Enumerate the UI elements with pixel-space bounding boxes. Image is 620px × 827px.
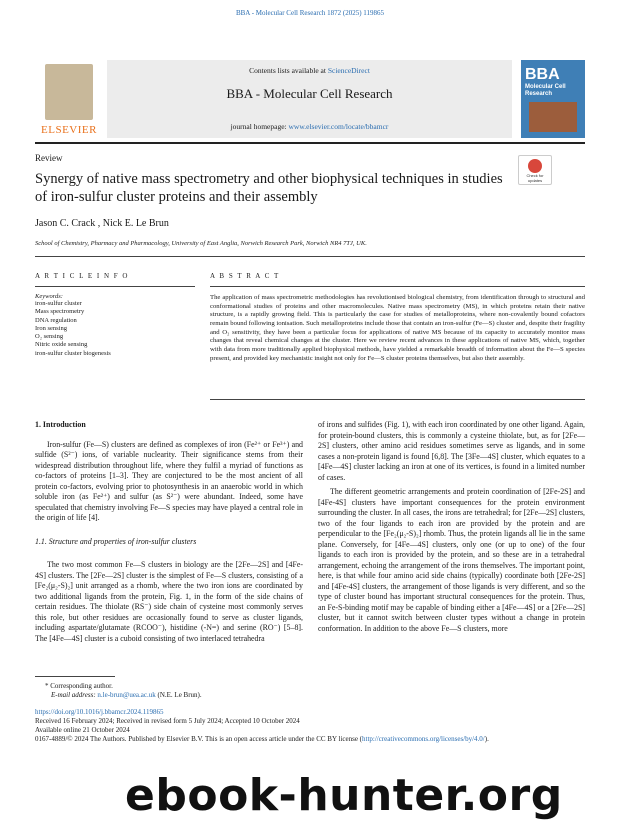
homepage-prefix: journal homepage: [230, 122, 289, 131]
body-paragraph: Iron-sulfur (Fe—S) clusters are defined as complexes of iron (Fe²⁺ or Fe³⁺) and sulfide (S²⁻) ions, of variable nuclearity. Their significance stems from their widespread distribution throughout life, where they fulfil a myriad of functions as co-factors of proteins [1–3]. They are conjectured to be the most ancient of all protein co-factors, evolving prior to photosynthesis in an anaerobic world in which soluble iron (as Fe²⁺) and sulfur (as S²⁻) were abundant. Indeed, some have speculated that chemistry involving Fe—S species may have played a central role in the origin of life [4]. [35, 439, 303, 522]
sciencedirect-link[interactable]: ScienceDirect [327, 66, 370, 75]
footnote-rule [35, 676, 115, 677]
homepage-link[interactable]: www.elsevier.com/locate/bbamcr [288, 122, 389, 131]
keyword-item: Nitric oxide sensing [35, 341, 88, 349]
body-paragraph: The different geometric arrangements and protein coordination of [2Fe-2S] and [4Fe-4S] clusters have important consequences for the protein environment surrounding the cluster. In all cases, the irons are tetrahedral; for [2Fe—2S] clusters, two of the four ligands to each iron are provided by the protein and are perpendicular to the [Fe₂(μ₂-S)₂] rhomb. Thus, the protein ligands all lie in the same plane. Conversely, for [4Fe—4S] clusters, only one (or up to one) of the four ligands to each iron is provided by the protein, and so these are in a tetrahedral arrangement, echoing the arrangement of the irons themselves. The important point, here, is that while four amino acid side chains (typically) coordinate both [2Fe-2S] and [4Fe-4S] clusters, the arrangement of those ligands is very different, and so the type of cluster bound has important structural consequences for the protein. Thus, an Fe-S-binding motif may be capable of binding either a [4Fe—4S] or a [2Fe—2S] cluster, but it cannot switch between cluster types without a change in protein conformation. In addition to the above Fe—S clusters, more [318, 487, 585, 633]
body-paragraph: The two most common Fe—S clusters in biology are the [2Fe—2S] and [4Fe-4S] clusters. The [2Fe—2S] cluster is the simplest of Fe—S clusters, consisting of a [Fe₂(μ₂-S)₂] unit arranged as a rhomb, where the two iron ions are coordinated by two additional ligands from the protein, Fig. 1, in the form of the side chains of certain residues. The thiolate (RS⁻) side chain of cysteine most commonly serves this role, but other residues are occasionally found to serve as cluster ligands, including aspartate/glutamate (RCOO⁻), histidine (-N=) and serine (RO⁻) [5–8]. The [4Fe—4S] cluster is a cuboid consisting of two interlaced tetrahedra [35, 560, 303, 643]
section-heading: 1. Introduction [35, 420, 86, 429]
elsevier-tree-icon [45, 64, 93, 120]
doi-link[interactable]: https://doi.org/10.1016/j.bbamcr.2024.119865 [35, 708, 164, 716]
license-line [35, 735, 595, 744]
email-line [45, 691, 345, 700]
license-link[interactable]: http://creativecommons.org/licenses/by/4.0/ [362, 735, 485, 743]
masthead-band [107, 60, 512, 138]
keyword-item: iron-sulfur cluster [35, 300, 82, 307]
journal-masthead [35, 60, 585, 138]
email-suffix: (N.E. Le Brun). [155, 691, 202, 699]
divider [35, 286, 195, 287]
keyword-item: Iron sensing [35, 324, 67, 332]
check-updates-label: Check for updates [526, 173, 544, 183]
affiliation: School of Chemistry, Pharmacy and Pharmacology, University of East Anglia, Norwich Research Park, Norwich NR4 7TJ, UK. [35, 240, 367, 247]
contents-line [107, 66, 512, 75]
journal-homepage [107, 122, 512, 131]
license-prefix: 0167-4889/© 2024 The Authors. Published by Elsevier B.V. This is an open access article under the CC BY license ( [35, 735, 363, 743]
divider [210, 399, 585, 400]
article-title: Synergy of native mass spectrometry and other biophysical techniques in studies of iron-sulfur cluster proteins and their assembly [35, 171, 503, 205]
keyword-item: Mass spectrometry [35, 308, 85, 316]
check-for-updates-badge[interactable] [518, 155, 552, 185]
watermark: ebook-hunter.org [125, 770, 563, 821]
subsection-heading: 1.1. Structure and properties of iron-sulfur clusters [35, 536, 197, 546]
corresponding-author: * Corresponding author. [45, 682, 113, 690]
keyword-item: iron-sulfur cluster biogenesis [35, 349, 111, 357]
cover-subtitle: Molecular Cell Research [525, 84, 566, 97]
publisher-name: ELSEVIER [41, 124, 97, 136]
available-online: Available online 21 October 2024 [35, 726, 130, 734]
abstract-heading: A B S T R A C T [210, 272, 280, 280]
body-right-column [318, 420, 585, 634]
header-rule [35, 142, 585, 144]
keywords-block [35, 293, 200, 358]
keyword-item: DNA regulation [35, 316, 77, 324]
received-dates: Received 16 February 2024; Received in revised form 5 July 2024; Accepted 10 October 2024 [35, 717, 300, 725]
keywords-label: Keywords: [35, 293, 63, 300]
article-type: Review [35, 153, 63, 163]
email-link[interactable]: n.le-brun@uea.ac.uk [97, 691, 156, 699]
elsevier-logo [35, 60, 103, 138]
running-head[interactable]: BBA - Molecular Cell Research 1872 (2025) 119865 [235, 9, 385, 17]
body-left-column [35, 420, 303, 644]
cover-title: BBA [525, 66, 560, 83]
journal-title: BBA - Molecular Cell Research [226, 86, 393, 101]
body-paragraph: of irons and sulfides (Fig. 1), with each iron coordinated by one other ligand. Again, for protein-bound clusters, this is commonly a cysteine thiolate, but, as for [2Fe—2S] clusters, other amino acid residues sometimes serve as ligands, and in some cases a non-protein ligand is found [6,8]. The [3Fe—4S] cluster, which equates to a [4Fe—4S] cluster lacking an iron at one of its vertices, is found in a limited number of cases. [318, 420, 585, 482]
article-info-heading: A R T I C L E I N F O [35, 272, 129, 280]
publication-info [35, 708, 595, 744]
abstract-text: The application of mass spectrometric methodologies has revolutionised biological chemistry, from identification through to structural and conformational studies of proteins and other macromolecules. Native mass spectrometry (MS), in which proteins retain their native structure, is a rapidly growing field. This is particularly the case for studies of metalloproteins, where non-covalently bound cofactors remain bound following ionisation. Such metalloproteins include those that contain an iron-sulfur (Fe—S) cluster and, despite their fragility and O₂ sensitivity, they have been a particular focus for applications of native MS because of its capacity to accurately monitor mass changes that reveal chemical changes at the cluster. Here we review recent advances in these applications of native MS, which, together with data from more traditionally applied biophysical methods, have yielded a remarkable breadth of information about the Fe—S species present, and provided key mechanistic insight not only for Fe—S cluster proteins themselves, but also their assembly. [210, 294, 585, 362]
email-label: E-mail address: [51, 691, 98, 699]
footnote [45, 682, 345, 700]
journal-cover-image [521, 60, 585, 138]
contents-prefix: Contents lists available at [249, 66, 328, 75]
authors: Jason C. Crack , Nick E. Le Brun [35, 218, 169, 229]
divider [35, 256, 585, 257]
keyword-item: O₂ sensing [35, 333, 64, 341]
divider [210, 286, 585, 287]
license-suffix: ). [484, 735, 489, 743]
cover-artwork [529, 102, 577, 132]
check-updates-icon [528, 159, 542, 173]
